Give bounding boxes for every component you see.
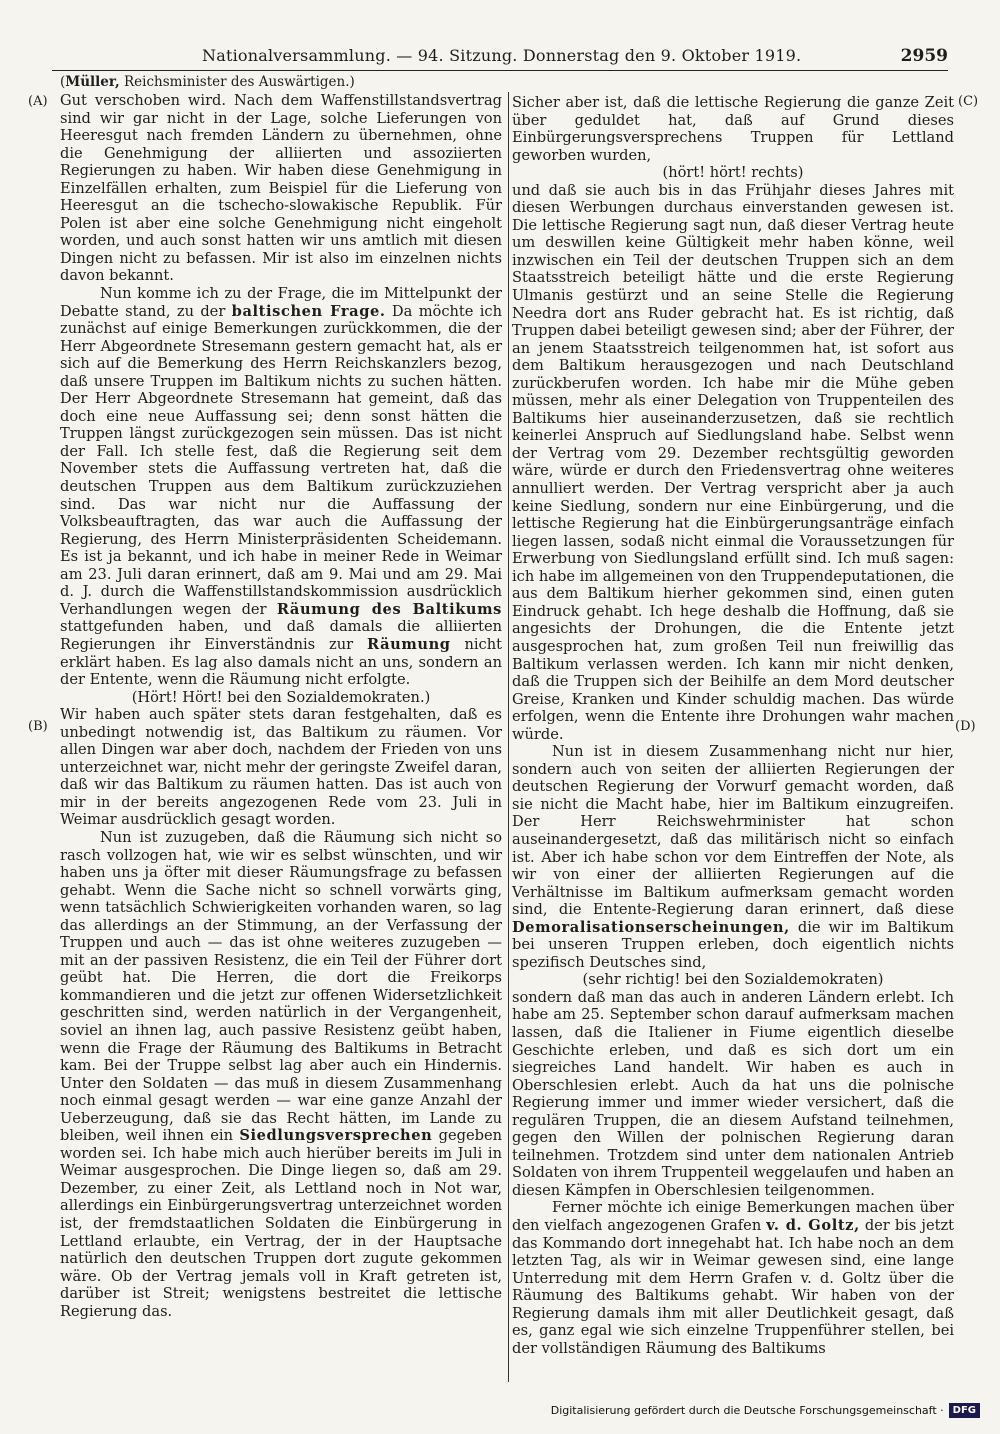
paragraph: und daß sie auch bis in das Frühjahr dieses Jahres mit diesen Werbungen durchaus einverstanden gewesen ist. Die lettische Regierung sagt nun, daß dieser Vertrag heute um deswillen keine Gültigkeit mehr haben könne, weil inzwischen ein Teil der deutschen Truppen sich an dem Staatsstreich beteiligt hätte und die erste Regierung Ulmanis gestürzt und an seine Stelle die Regierung Needra dort ans Ruder gebracht hat. Es ist richtig, daß Truppen dabei beteiligt gewesen sind; aber der Führer, der an jenem Staatsstreich teilgenommen hat, ist sofort aus dem Baltikum herausgezogen und nach Deutschland zurückberufen worden. Ich habe mir die Mühe geben müssen, mehr als einer Delegation von Truppenteilen des Baltikums hier auseinanderzusetzen, daß sie rechtlich keinerlei Anspruch auf Siedlungsland habe. Selbst wenn der Vertrag vom 29. Dezember rechtsgültig geworden wäre, würde er durch den Friedensvertrag ohne weiteres annulliert werden. Der Vertrag verspricht aber ja auch keine Siedlung, sondern nur eine Einbürgerung, und die lettische Regierung hat die Einbürgerungsanträge einfach liegen lassen, sodaß nicht einmal die Voraussetzungen für Erwerbung von Siedlungsland erfüllt sind. Ich muß sagen: ich habe im allgemeinen von den Truppendeputationen, die aus dem Baltikum hierher gekommen sind, einen guten Eindruck gehabt. Ich hege deshalb die Hoffnung, daß sie angesichts der Drohungen, die die Entente jetzt ausgesprochen hat, zum großen Teil nun freiwillig das Baltikum verlassen werden. Ich kann mir nicht denken, daß die Truppen sich der Beihilfe an dem Mord deutscher Greise, Kranken und Kinder schuldig machen. Das würde erfolgen, wenn die Entente ihre Drohungen wahr machen würde. [512,181,954,743]
text-run: die wir im Baltikum bei unseren Truppen erleben, doch eigentlich nichts spezifisch Deutsches sind, [512,918,954,971]
running-title: Nationalversammlung. — 94. Sitzung. Donnerstag den 9. Oktober 1919. [202,46,802,65]
text-run: stattgefunden haben, und daß damals die alliierten Regierungen ihr Einverständnis zur [60,618,502,653]
emphasis: baltischen Frage. [231,302,386,320]
digitization-credit [551,1403,980,1418]
paragraph: Gut verschoben wird. Nach dem Waffenstillstandsvertrag sind wir gar nicht in der Lage, solche Lieferungen von Heeresgut nach fremden Ländern zu übernehmen, ohne die Genehmigung der alliierten und assoziierten Regierungen zu haben. Wir haben diese Genehmigung in Einzelfällen erhalten, zum Beispiel für die Lieferung von Heeresgut an die tschecho-slowakische Republik. Für Polen ist aber eine solche Genehmigung nicht eingeholt worden, und auch sonst hatten wir uns amtlich mit diesen Dingen nicht zu befassen. Mir ist also im einzelnen nichts davon bekannt. [60,92,502,285]
paragraph [512,743,954,971]
page-number: 2959 [900,46,948,66]
text-run: gegeben worden sei. Ich habe mich auch hierüber bereits im Juli in Weimar ausgesprochen. Die Dinge liegen so, daß am 29. Dezember, zu einer Zeit, als Lettland noch in Not war, allerdings ein Einbürgerungsvertrag unterzeichnet worden ist, der fremdstaatlichen Soldaten die Einbürgerung in Lettland erlaubte, ein Vertrag, der in der Hauptsache natürlich den deutschen Truppen dort zugute gekommen wäre. Ob der Vertrag jemals voll in Kraft getreten ist, darüber ist Streit; wenigstens bestreitet die lettische Regierung das. [60,1127,502,1320]
right-column [512,94,954,1357]
speaker-name: Müller, [65,74,120,90]
paragraph [60,285,502,689]
text-run: der bis jetzt das Kommando dort innegehabt hat. Ich habe noch an dem letzten Tag, als wir in Weimar gewesen sind, eine lange Unterredung mit dem Herrn Grafen v. d. Goltz über die Räumung des Baltikums gehabt. Wir haben von der Regierung damals ihm mit aller Deutlichkeit gesagt, daß es, ganz egal wie sich einzelne Truppenführer stellen, bei der vollständigen Räumung des Baltikums [512,1217,954,1357]
paragraph [512,1199,954,1357]
emphasis: Demoralisationserscheinungen, [512,918,790,936]
dfg-logo: DFG [949,1403,980,1418]
text-run: Nun komme ich zu der Frage, die im Mittelpunkt der Debatte stand, zu der [60,285,502,320]
paragraph: Wir haben auch später stets daran festgehalten, daß es unbedingt notwendig ist, das Baltikum zu räumen. Vor allen Dingen war aber doch, nachdem der Frieden von uns unterzeichnet war, nicht mehr der geringste Zweifel daran, daß wir das Baltikum zu räumen hatten. Das ist auch von mir in der bereits angezogenen Rede vom 23. Juli in Weimar ausdrücklich gesagt worden. [60,706,502,829]
interjection: (sehr richtig! bei den Sozialdemokraten) [582,971,884,989]
left-column [60,92,502,1320]
text-run: Nun ist zuzugeben, daß die Räumung sich nicht so rasch vollzogen hat, wie wir es selbst wünschten, und wir haben uns ja öfter mit dieser Räumungsfrage zu befassen gehabt. Wenn die Sache nicht so schnell vorwärts ging, wenn tatsächlich Schwierigkeiten vorhanden waren, so lag das allerdings an der Stimmung, an der Verfassung der Truppen und auch — das ist ohne weiteres zuzugeben — mit an der passiven Resistenz, die ein Teil der Führer dort geübt hat. Die Herren, die dort die Freikorps kommandieren und die jetzt zur offenen Widersetzlichkeit geschritten sind, werden natürlich in der Vergangenheit, soviel an ihnen lag, auch passive Resistenz geübt haben, wenn die Frage der Räumung des Baltikums in Betracht kam. Bei der Truppe selbst lag aber auch ein Hindernis. Unter den Soldaten — das muß in diesem Zusammenhang noch einmal gesagt werden — war eine ganze Anzahl der Ueberzeugung, daß sie das Recht hätten, im Lande zu bleiben, weil ihnen ein [60,828,502,1145]
text-run: Da möchte ich zunächst auf einige Bemerkungen zurückkommen, die der Herr Abgeordnete Stresemann gestern gemacht hat, als er sich auf die Bemerkung des Herrn Reichskanzlers bezog, daß unsere Truppen im Baltikum nichts zu suchen hätten. Der Herr Abgeordnete Stresemann hat gemeint, daß das doch eine neue Auffassung sei; denn sonst hätten die Truppen längst zurückgezogen sein müssen. Das ist nicht der Fall. Ich stelle fest, daß die Regierung seit dem November stets die Auffassung vertreten hat, daß die deutschen Truppen aus dem Baltikum zurückzuziehen sind. Das war nicht nur die Auffassung der Volksbeauftragten, das war auch die Auffassung der Regierung, des Herrn Ministerpräsidenten Scheidemann. Es ist ja bekannt, und ich habe in meiner Rede in Weimar am 23. Juli daran erinnert, daß am 9. Mai und am 29. Mai d. J. durch die Waffenstillstandskommission ausdrücklich Verhandlungen wegen der [60,302,502,618]
emphasis: Räumung des Baltikums [276,600,502,618]
speaker-role: Reichsminister des Auswärtigen.) [124,74,355,90]
speaker-note [60,74,355,90]
page-header [52,46,948,71]
speaker-open-paren: ( [60,74,66,90]
margin-marker-d: (D) [955,719,976,734]
paragraph [60,829,502,1320]
interjection: (Hört! Hört! bei den Sozialdemokraten.) [131,688,431,706]
text-run: Nun ist in diesem Zusammenhang nicht nur hier, sondern auch von seiten der alliierten Regierungen der deutschen Regierung der Vorwurf gemacht worden, daß sie nicht die Macht habe, hier im Baltikum einzugreifen. Der Herr Reichswehrminister hat schon auseinandergesetzt, daß das militärisch nicht so einfach ist. Aber ich habe schon vor dem Eintreffen der Note, als wir von einer der alliierten Regierungen auf die Verhältnisse im Baltikum aufmerksam gemacht worden sind, die Entente-Regierung daran erinnert, daß diese [512,743,954,919]
column-divider [508,92,509,1382]
emphasis: v. d. Goltz, [766,1217,860,1234]
margin-marker-b: (B) [28,719,48,734]
emphasis: Räumung [367,635,451,653]
text-run: Ferner möchte ich einige Bemerkungen machen über den vielfach angezogenen Grafen [512,1199,954,1234]
credit-text: Digitalisierung gefördert durch die Deutsche Forschungsgemeinschaft · [550,1404,944,1417]
margin-marker-a: (A) [28,94,48,109]
interjection: (hört! hört! rechts) [662,164,804,182]
paragraph: sondern daß man das auch in anderen Ländern erlebt. Ich habe am 25. September schon darauf aufmerksam machen lassen, daß die Italiener in Fiume eigentlich dieselbe Geschichte erleben, und daß es sich dort um ein siegreiches Land handelt. Wir haben es auch in Oberschlesien erlebt. Auch da hat uns die polnische Regierung immer und immer wieder versichert, daß die regulären Truppen, die an diesem Aufstand teilnehmen, gegen den Willen der polnischen Regierung daran teilnehmen. Trotzdem sind unter dem nationalen Antrieb Soldaten von ihrem Truppenteil weggelaufen und haben an diesen Kämpfen in Oberschlesien teilgenommen. [512,988,954,1199]
text-run: nicht erklärt haben. Es lag also damals nicht an uns, sondern an der Entente, wenn die Räumung nicht erfolgte. [60,635,502,689]
margin-marker-c: (C) [958,94,979,109]
paragraph: Sicher aber ist, daß die lettische Regierung die ganze Zeit über geduldet hat, daß auf Grund dieses Einbürgerungsversprechens Truppen für Lettland geworben wurden, [512,94,954,164]
emphasis: Siedlungsversprechen [239,1127,433,1145]
